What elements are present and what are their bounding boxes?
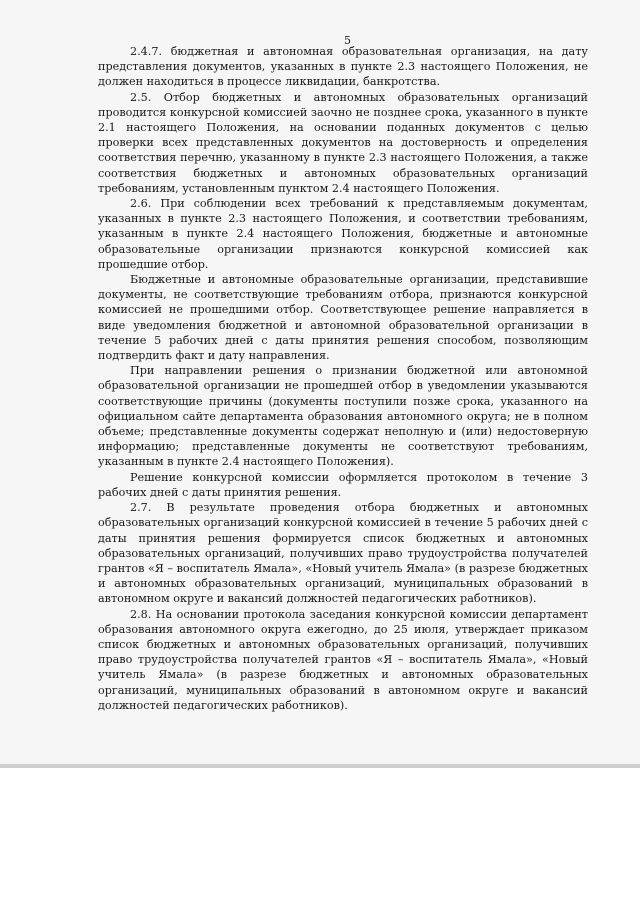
- paragraph-rejection-reasons: При направлении решения о признании бюджетной или автономной образовательной организации не прошедшей отбор в уведомлении указываются соответствующие причины (документы поступили позже срока, указанного на официальном сайте департамента образования автономного округа; не в полном объеме; представленные документы содержат неполную и (или) недостоверную информацию; представленные документы не соответствуют требованиям, указанным в пункте 2.4 настоящего Положения).: [98, 364, 588, 469]
- document-page: [68, 0, 608, 760]
- paragraph-protocol: Решение конкурсной комиссии оформляется протоколом в течение 3 рабочих дней с даты принятия решения.: [98, 470, 588, 499]
- paragraph-2-6: 2.6. При соблюдении всех требований к представляемым документам, указанных в пункте 2.3 настоящего Положения, и соответствии требованиям, указанным в пункте 2.4 настоящего Положения, бюджетные и автономные образовательные организации признаются конкурсной комиссией как прошедшие отбор.: [98, 197, 588, 271]
- paragraph-2-8: 2.8. На основании протокола заседания конкурсной комиссии департамент образования автономного округа ежегодно, до 25 июля, утверждает приказом список бюджетных и автономных образовательных организаций, получивших право трудоустройства получателей грантов «Я – воспитатель Ямала», «Новый учитель Ямала» (в разрезе бюджетных и автономных образовательных организаций, муниципальных образований в автономном округе и вакансий должностей педагогических работников).: [98, 607, 588, 712]
- paragraph-rejected-orgs: Бюджетные и автономные образовательные организации, представившие документы, не соответствующие требованиям отбора, признаются конкурсной комиссией не прошедшими отбор. Соответствующее решение направляется в виде уведомления бюджетной и автономной образовательной организации в течение 5 рабочих дней с даты принятия решения способом, позволяющим подтвердить факт и дату направления.: [98, 273, 588, 363]
- paragraph-2-7: 2.7. В результате проведения отбора бюджетных и автономных образовательных организаций конкурсной комиссией в течение 5 рабочих дней с даты принятия решения формируется список бюджетных и автономных образовательных организаций, получивших право трудоустройства получателей грантов «Я – воспитатель Ямала», «Новый учитель Ямала» (в разрезе бюджетных и автономных образовательных организаций, муниципальных образований в автономном округе и вакансий должностей педагогических работников).: [98, 501, 588, 606]
- paragraph-2-5: 2.5. Отбор бюджетных и автономных образовательных организаций проводится конкурсной комиссией заочно не позднее срока, указанного в пункте 2.1 настоящего Положения, на основании поданных документов с целью проверки всех представленных документов на достоверность и определения соответствия перечню, указанному в пункте 2.3 настоящего Положения, а также соответствия бюджетных и автономных образовательных организаций требованиям, установленным пунктом 2.4 настоящего Положения.: [98, 90, 588, 195]
- paragraph-2-4-7: 2.4.7. бюджетная и автономная образовательная организация, на дату представления документов, указанных в пункте 2.3 настоящего Положения, не должен находиться в процессе ликвидации, банкротства.: [98, 45, 588, 89]
- page-number: 5: [344, 34, 351, 47]
- document-body: [98, 44, 588, 713]
